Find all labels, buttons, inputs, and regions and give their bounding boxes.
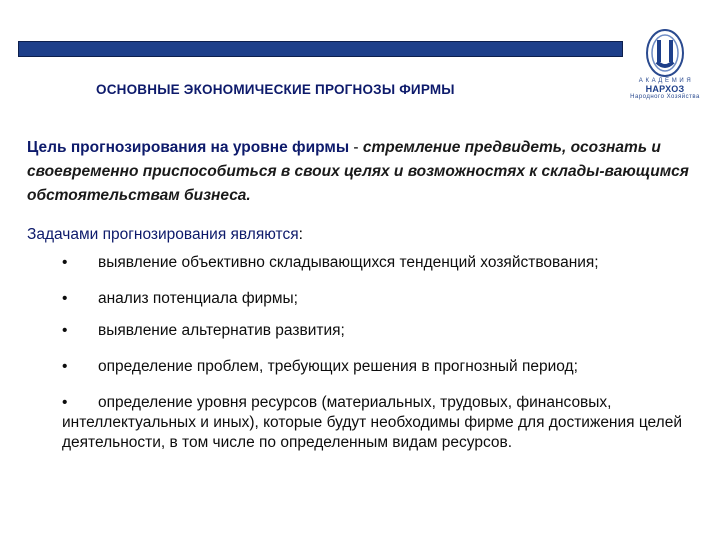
list-item	[62, 289, 702, 309]
goal-paragraph	[27, 136, 697, 208]
list-item	[62, 393, 702, 453]
bullet-icon: •	[62, 394, 68, 411]
list-item	[62, 357, 702, 377]
list-item	[62, 321, 702, 341]
goal-text: стремление предвидеть, осознать и своевременно приспособиться в своих целях и возможностях к склады-вающимся обстоятельствам бизнеса.	[27, 139, 689, 204]
list-item-text: определение проблем, требующих решения в прогнозный период;	[98, 358, 578, 375]
bullet-icon: •	[62, 254, 68, 271]
logo-name: НАРХОЗ	[645, 84, 685, 94]
academy-emblem-icon	[645, 28, 685, 78]
academy-logo	[630, 28, 700, 100]
logo-top-text: А К А Д Е М И Я	[638, 78, 692, 84]
goal-dash: -	[349, 139, 363, 156]
list-item-text: выявление объективно складывающихся тенденций хозяйствования;	[98, 254, 599, 271]
tasks-list	[62, 253, 702, 453]
header-bar	[18, 41, 623, 57]
bullet-icon: •	[62, 322, 68, 339]
list-item-text: выявление альтернатив развития;	[98, 322, 345, 339]
bullet-icon: •	[62, 358, 68, 375]
page-title: ОСНОВНЫЕ ЭКОНОМИЧЕСКИЕ ПРОГНОЗЫ ФИРМЫ	[96, 82, 455, 97]
list-item	[62, 253, 702, 273]
list-item-text: анализ потенциала фирмы;	[98, 290, 298, 307]
tasks-heading-colon: :	[298, 226, 303, 243]
tasks-heading	[27, 226, 303, 244]
goal-lead: Цель прогнозирования на уровне фирмы	[27, 139, 350, 156]
list-item-text: определение уровня ресурсов (материальных, трудовых, финансовых, интеллектуальных и иных), которые будут необходимы фирме для достижения целей деятельности, в том числе по определенным видам ресурсов.	[62, 394, 682, 451]
logo-bottom-text: Народного Хозяйства	[630, 94, 700, 100]
tasks-heading-text: Задачами прогнозирования являются	[27, 226, 299, 243]
bullet-icon: •	[62, 290, 68, 307]
